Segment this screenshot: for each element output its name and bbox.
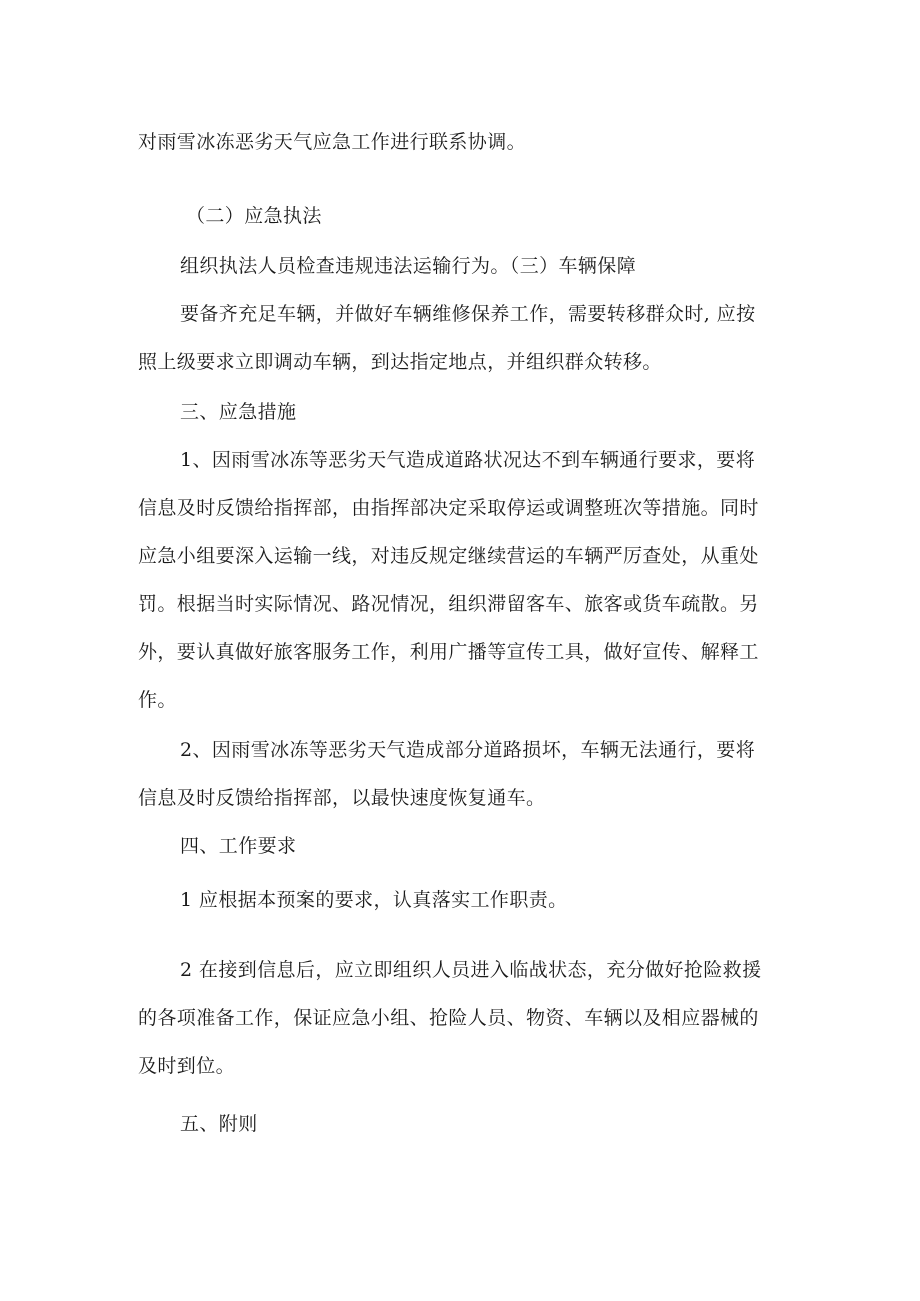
text-line: 作。: [138, 689, 177, 711]
text-line: 信息及时反馈给指挥部，由指挥部决定采取停运或调整班次等措施。同时: [138, 497, 759, 519]
text-line: 及时到位。: [138, 1055, 236, 1077]
text-line: 组织执法人员检查违规违法运输行为。（三）车辆保障: [180, 255, 637, 277]
text-line: 外，要认真做好旅客服务工作，利用广播等宣传工具，做好宣传、解释工: [138, 641, 759, 663]
section-heading: 三、应急措施: [180, 401, 297, 423]
text-line: 1 应根据本预案的要求，认真落实工作职责。: [180, 889, 568, 911]
text-line: 照上级要求立即调动车辆，到达指定地点，并组织群众转移。: [138, 351, 662, 373]
text-line: 应急小组要深入运输一线，对违反规定继续营运的车辆严厉查处，从重处: [138, 545, 759, 567]
text-line: 2 在接到信息后，应立即组织人员进入临战状态，充分做好抢险救援: [180, 959, 762, 981]
text-line: 1、因雨雪冰冻等恶劣天气造成道路状况达不到车辆通行要求，要将: [180, 449, 756, 471]
text-line: 信息及时反馈给指挥部，以最快速度恢复通车。: [138, 787, 546, 809]
text-line: 要备齐充足车辆，并做好车辆维修保养工作，需要转移群众时, 应按: [180, 303, 756, 325]
text-line: 的各项准备工作，保证应急小组、抢险人员、物资、车辆以及相应器械的: [138, 1007, 759, 1029]
section-heading: 五、附则: [180, 1113, 258, 1135]
section-heading: 四、工作要求: [180, 835, 297, 857]
text-line: 罚。根据当时实际情况、路况情况，组织滞留客车、旅客或货车疏散。另: [138, 593, 759, 615]
text-line: 2、因雨雪冰冻等恶劣天气造成部分道路损坏，车辆无法通行，要将: [180, 739, 756, 761]
section-heading: （二）应急执法: [186, 205, 322, 227]
text-line: 对雨雪冰冻恶劣天气应急工作进行联系协调。: [138, 131, 527, 153]
